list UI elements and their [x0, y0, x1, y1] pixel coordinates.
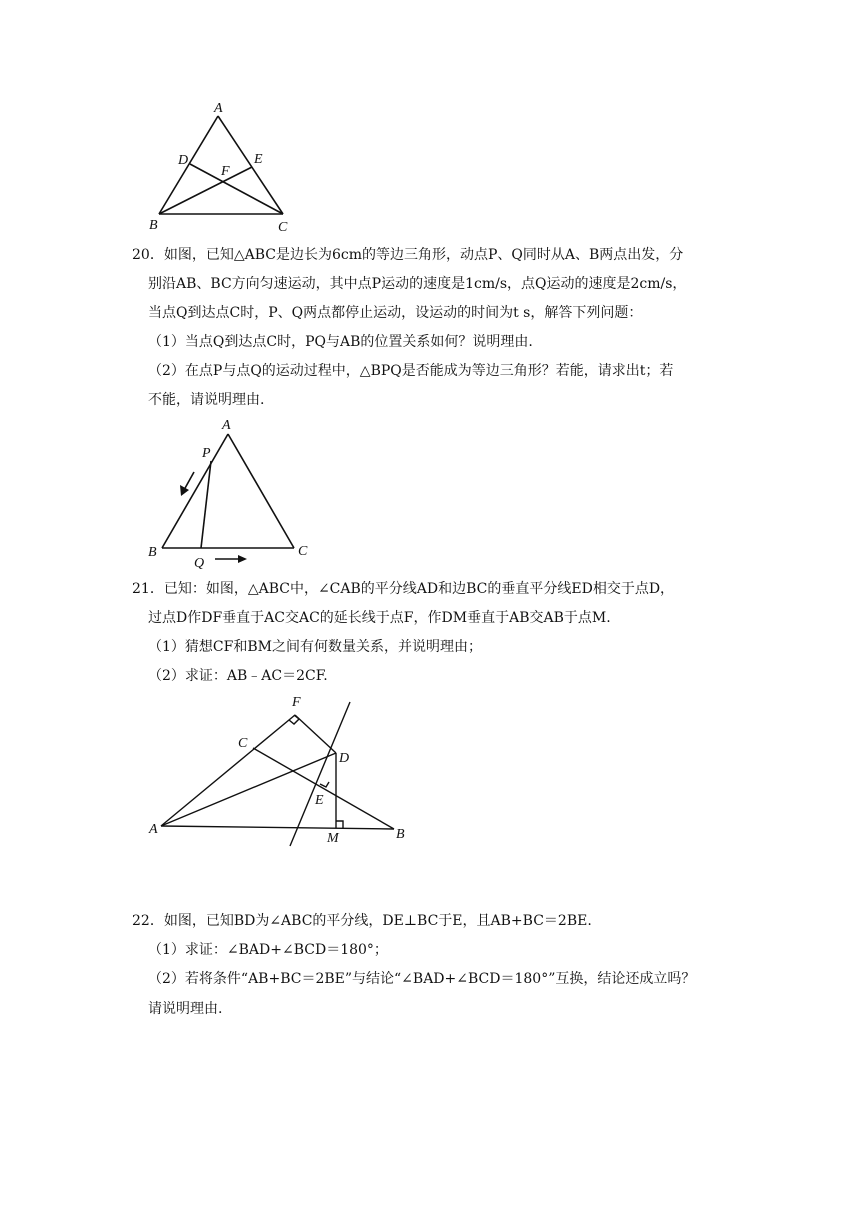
label-f: F — [221, 164, 230, 179]
segment-cd — [190, 164, 283, 214]
segment-ab — [161, 826, 394, 829]
label-a: A — [214, 101, 223, 116]
label-p: P — [202, 446, 211, 461]
label-a: A — [149, 822, 158, 837]
q20-line-2: 别沿AB、BC方向匀速运动，其中点P运动的速度是1cm/s，点Q运动的速度是2cm/s， — [148, 276, 687, 292]
arrow-q-direction — [215, 555, 247, 563]
label-q: Q — [194, 556, 205, 571]
q20-line-1: 20．如图，已知△ABC是边长为6cm的等边三角形，动点P、Q同时从A、B两点出发，分 — [132, 247, 684, 263]
label-f: F — [292, 695, 301, 710]
label-d: D — [178, 153, 189, 168]
figure-bisector-diagram — [140, 690, 420, 855]
label-b: B — [396, 827, 405, 842]
q20-part-2a: （2）在点P与点Q的运动过程中，△BPQ是否能成为等边三角形？若能，请求出t；若 — [148, 363, 674, 379]
right-angle-mark-m — [336, 821, 343, 828]
q21-line-2: 过点D作DF垂直于AC交AC的延长线于点F，作DM垂直于AB交AB于点M. — [148, 610, 611, 626]
segment-ab — [162, 434, 228, 548]
q22-part-2a: （2）若将条件“AB+BC＝2BE”与结论“∠BAD+∠BCD＝180°”互换，结论还成立吗？ — [148, 971, 696, 987]
q21-part-2: （2）求证：AB﹣AC＝2CF. — [148, 668, 328, 684]
segment-pq — [201, 461, 211, 548]
label-b: B — [149, 218, 158, 233]
segment-af — [161, 715, 295, 826]
q22-part-1: （1）求证：∠BAD+∠BCD＝180°； — [148, 942, 388, 958]
q20-part-2b: 不能，请说明理由. — [148, 392, 265, 408]
q21-line-1: 21．已知：如图，△ABC中，∠CAB的平分线AD和边BC的垂直平分线ED相交于点D， — [132, 581, 675, 597]
label-m: M — [327, 831, 339, 846]
label-e: E — [315, 793, 324, 808]
label-d: D — [339, 751, 350, 766]
label-a: A — [222, 418, 231, 433]
label-c: C — [238, 736, 248, 751]
q22-part-2b: 请说明理由. — [148, 1001, 223, 1017]
segment-cb — [253, 748, 394, 829]
segment-ad — [161, 753, 336, 826]
label-c: C — [298, 544, 308, 559]
figure-equilateral-triangle — [140, 412, 320, 572]
q21-part-1: （1）猜想CF和BM之间有何数量关系，并说明理由； — [148, 639, 482, 655]
segment-fd — [295, 715, 336, 753]
q20-line-3: 当点Q到达点C时，P、Q两点都停止运动，设运动的时间为t s，解答下列问题： — [148, 305, 643, 321]
segment-ac — [228, 434, 294, 548]
label-e: E — [254, 152, 263, 167]
label-c: C — [278, 220, 288, 235]
figure-triangle-cevians — [140, 95, 310, 240]
q20-part-1: （1）当点Q到达点C时，PQ与AB的位置关系如何？说明理由. — [148, 334, 533, 350]
label-b: B — [148, 545, 157, 560]
right-angle-mark-e — [320, 782, 329, 787]
arrow-p-direction — [180, 472, 194, 496]
q22-line-1: 22．如图，已知BD为∠ABC的平分线，DE⊥BC于E，且AB+BC＝2BE. — [132, 913, 592, 929]
